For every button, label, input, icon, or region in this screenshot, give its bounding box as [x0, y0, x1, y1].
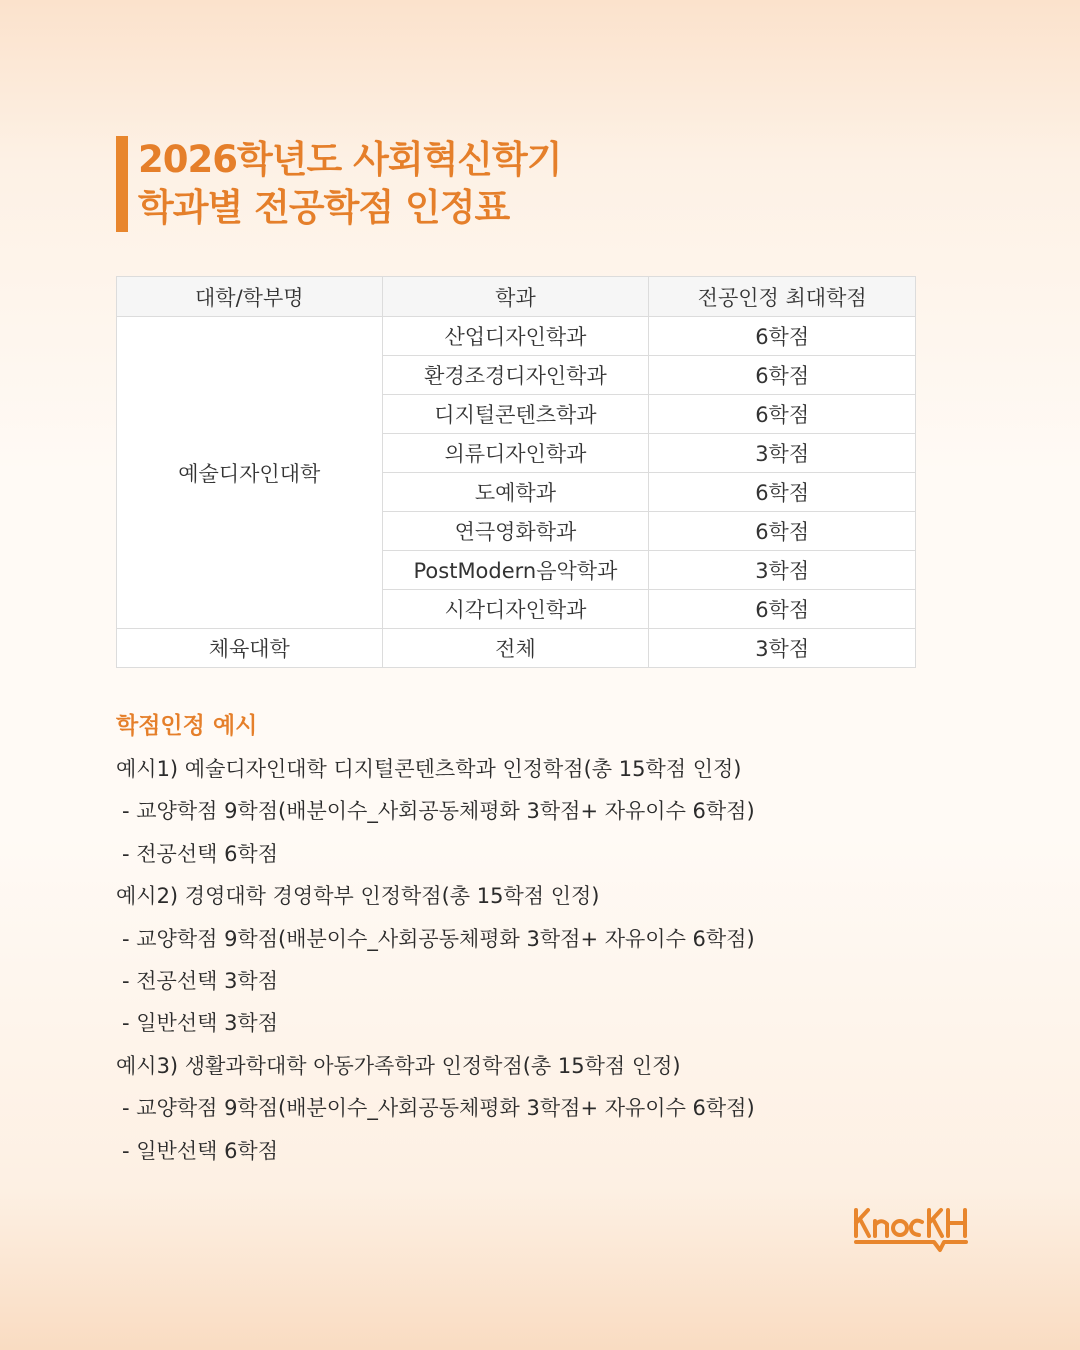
example-detail: - 전공선택 6학점 [122, 841, 279, 866]
credit-cell: 6학점 [649, 512, 916, 551]
example-detail: - 교양학점 9학점(배분이수_사회공동체평화 3학점+ 자유이수 6학점) [122, 926, 755, 951]
example-detail: - 교양학점 9학점(배분이수_사회공동체평화 3학점+ 자유이수 6학점) [122, 799, 755, 824]
credit-cell: 6학점 [649, 473, 916, 512]
title-block [116, 136, 562, 232]
header-college: 대학/학부명 [117, 277, 383, 317]
header-max-credit: 전공인정 최대학점 [649, 277, 916, 317]
department-cell: 디지털콘텐츠학과 [382, 395, 649, 434]
example-detail: - 전공선택 3학점 [122, 968, 279, 993]
department-cell: PostModern음악학과 [382, 551, 649, 590]
credit-cell: 6학점 [649, 356, 916, 395]
department-cell: 연극영화학과 [382, 512, 649, 551]
college-cell: 체육대학 [117, 629, 383, 668]
credit-cell: 6학점 [649, 590, 916, 629]
credit-cell: 6학점 [649, 317, 916, 356]
example-detail: - 교양학점 9학점(배분이수_사회공동체평화 3학점+ 자유이수 6학점) [122, 1096, 755, 1121]
header-department: 학과 [382, 277, 649, 317]
example-title: 예시2) 경영대학 경영학부 인정학점(총 15학점 인정) [116, 884, 600, 909]
department-cell: 전체 [382, 629, 649, 668]
example-detail: - 일반선택 6학점 [122, 1138, 279, 1163]
credit-table [116, 276, 916, 668]
college-cell: 예술디자인대학 [117, 317, 383, 629]
table-row [117, 317, 916, 356]
table-row [117, 629, 916, 668]
page-title-line-1: 2026학년도 사회혁신학기 [138, 138, 562, 181]
example-title: 예시1) 예술디자인대학 디지털콘텐츠학과 인정학점(총 15학점 인정) [116, 757, 742, 781]
credit-cell: 3학점 [649, 629, 916, 668]
table-header-row [117, 277, 916, 317]
credit-cell: 6학점 [649, 395, 916, 434]
examples-heading: 학점인정 예시 [116, 713, 258, 739]
department-cell: 시각디자인학과 [382, 590, 649, 629]
example-title: 예시3) 생활과학대학 아동가족학과 인정학점(총 15학점 인정) [116, 1053, 681, 1078]
knockh-logo [852, 1206, 970, 1254]
examples-section [116, 706, 976, 1172]
credit-cell: 3학점 [649, 551, 916, 590]
knockh-logo-icon [852, 1206, 970, 1254]
department-cell: 의류디자인학과 [382, 434, 649, 473]
department-cell: 도예학과 [382, 473, 649, 512]
department-cell: 산업디자인학과 [382, 317, 649, 356]
page-title-line-2: 학과별 전공학점 인정표 [138, 186, 510, 229]
department-cell: 환경조경디자인학과 [382, 356, 649, 395]
credit-cell: 3학점 [649, 434, 916, 473]
example-detail: - 일반선택 3학점 [122, 1011, 279, 1036]
